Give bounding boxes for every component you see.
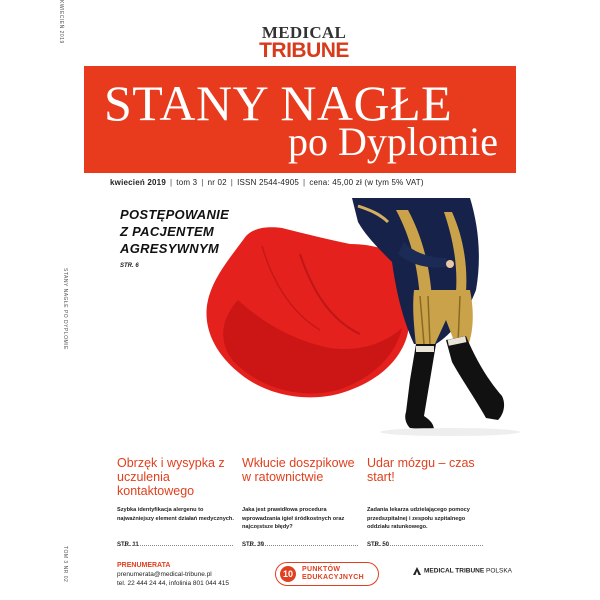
issue-date: kwiecień 2019 [110, 178, 166, 187]
title-line2: po Dyplomie [288, 119, 498, 164]
subscription-label: PRENUMERATA [117, 562, 171, 569]
divider [117, 545, 233, 546]
article-3[interactable] [367, 456, 485, 548]
spine-issue: TOM 3 NR 02 [62, 546, 68, 583]
article-page: STR. 11 [117, 542, 139, 548]
issue-price: cena: 45,00 zł (w tym 5% VAT) [309, 178, 424, 187]
feature-story[interactable] [120, 206, 229, 269]
spine-date: KWIECIEŃ 2019 [58, 0, 64, 44]
subscription-info [117, 561, 229, 588]
feature-title-line3: AGRESYWNYM [120, 241, 220, 256]
logo-medical: MEDICAL [261, 23, 347, 42]
article-description: Szybka identyfikacja alergenu to najważniejszy element działań medycznych. [117, 507, 234, 522]
publisher-country: POLSKA [486, 567, 513, 575]
points-label-line1: PUNKTÓW [302, 566, 341, 573]
logo-tribune: TRIBUNE [259, 39, 349, 62]
article-page: STR. 50 [367, 542, 390, 548]
article-1[interactable] [117, 456, 235, 548]
publisher-brand [413, 567, 512, 575]
issue-info: kwiecień 2019 | tom 3 | nr 02 | ISSN 2544-4905 | cena: 45,00 zł (w tym 5% VAT) [110, 178, 424, 187]
points-label-line2: EDUKACYJNYCH [302, 574, 364, 581]
article-2[interactable] [242, 456, 360, 548]
issue-number: nr 02 [207, 178, 227, 187]
points-number: 10 [280, 566, 296, 582]
feature-title-line2: Z PACJENTEM [120, 224, 215, 239]
title-line1: STANY NAGŁE [104, 75, 453, 131]
article-headline: Wkłucie doszpikowe w ratownictwie [242, 456, 355, 484]
article-headline: Obrzęk i wysypka z uczulenia kontaktowego [117, 456, 225, 498]
education-points-badge [275, 562, 379, 586]
subscription-phones: tel. 22 444 24 44, infolinia 801 044 415 [117, 580, 230, 587]
feature-page: STR. 6 [120, 263, 139, 269]
article-headline: Udar mózgu – czas start! [367, 456, 475, 484]
feature-title-line1: POSTĘPOWANIE [120, 207, 230, 222]
subscription-email[interactable]: prenumerata@medical-tribune.pl [117, 571, 212, 578]
publisher-name: MEDICAL TRIBUNE [424, 567, 485, 575]
issue-volume: tom 3 [176, 178, 198, 187]
spine-title: STANY NAGŁE PO DYPLOMIE [62, 268, 68, 350]
issue-issn: ISSN 2544-4905 [237, 178, 300, 187]
article-page: STR. 39 [242, 542, 265, 548]
medical-tribune-mark-icon [413, 567, 421, 575]
article-description: Zadania lekarza udzielającego pomocy przedszpitalnej i zespołu szpitalnego oddziału ratunkowego. [367, 507, 470, 530]
divider [367, 545, 483, 546]
article-description: Jaka jest prawidłowa procedura wprowadzania igieł śródkostnych oraz najczęstsze błędy? [242, 507, 345, 530]
divider [242, 545, 358, 546]
